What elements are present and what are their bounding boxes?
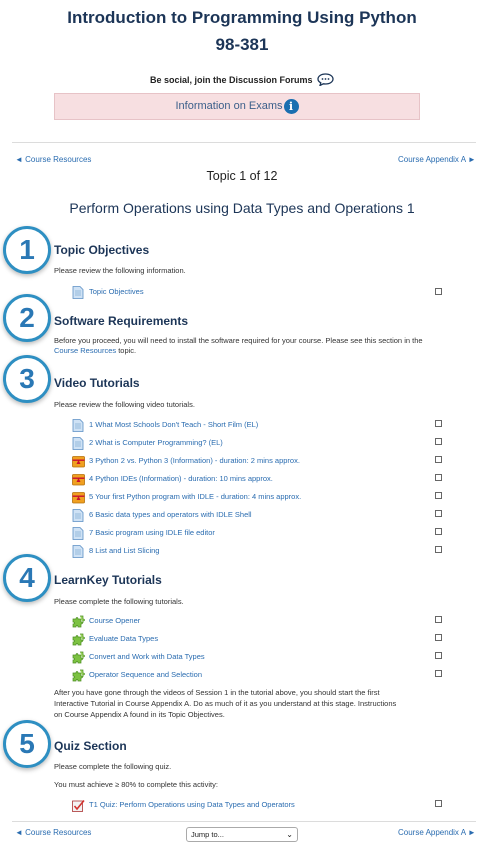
topic-title: Perform Operations using Data Types and Operations 1: [69, 200, 415, 216]
divider: [12, 142, 476, 143]
jump-to-label: Jump to...: [191, 830, 224, 839]
completion-checkbox[interactable]: [435, 438, 442, 445]
chevron-down-icon: ⌄: [286, 830, 293, 839]
section-5-requirement: You must achieve ≥ 80% to complete this activity:: [54, 780, 218, 789]
section-4-after-line-3: on Course Appendix A found in its Topic Objectives.: [54, 710, 225, 719]
section-5-number-badge: 5: [3, 720, 51, 768]
item-label: T1 Quiz: Perform Operations using Data Types and Operators: [89, 800, 295, 809]
quiz-icon: [72, 799, 84, 812]
section-1-intro: Please review the following information.: [54, 266, 186, 275]
document-icon: [72, 545, 84, 558]
section-4-title: LearnKey Tutorials: [54, 573, 162, 587]
prev-course-resources-link-bottom[interactable]: ◄ Course Resources: [15, 828, 92, 837]
item-label: 8 List and List Slicing: [89, 546, 160, 555]
document-icon: [72, 527, 84, 540]
completion-checkbox[interactable]: [435, 800, 442, 807]
completion-checkbox[interactable]: [435, 510, 442, 517]
completion-checkbox[interactable]: [435, 652, 442, 659]
completion-checkbox[interactable]: [435, 546, 442, 553]
section-3-number-badge: 3: [3, 355, 51, 403]
section-3-intro: Please review the following video tutorials.: [54, 400, 195, 409]
completion-checkbox[interactable]: [435, 420, 442, 427]
completion-checkbox[interactable]: [435, 616, 442, 623]
completion-checkbox[interactable]: [435, 634, 442, 641]
section-4-intro: Please complete the following tutorials.: [54, 597, 184, 606]
jump-to-select[interactable]: [186, 827, 298, 842]
discussion-forums-link[interactable]: [0, 73, 484, 88]
section-1-title: Topic Objectives: [54, 243, 150, 257]
section-4-after-line-1: After you have gone through the videos of Session 1 in the tutorial above, you should start the first: [54, 688, 380, 697]
package-icon: [72, 455, 84, 468]
section-3-title: Video Tutorials: [54, 376, 140, 390]
prev-course-resources-link[interactable]: ◄ Course Resources: [15, 155, 92, 164]
completion-checkbox[interactable]: [435, 288, 442, 295]
item-label: Operator Sequence and Selection: [89, 670, 202, 679]
course-code: 98-381: [215, 35, 269, 54]
divider: [12, 821, 476, 822]
document-icon: [72, 286, 84, 299]
puzzle-icon: [72, 615, 84, 628]
item-label: Convert and Work with Data Types: [89, 652, 205, 661]
section-4-after-line-2: Interactive Tutorial in Course Appendix A. Do as much of it as you understand at this stage. Instructions: [54, 699, 397, 708]
document-icon: [72, 509, 84, 522]
info-icon: i: [284, 99, 299, 114]
next-course-appendix-link-bottom[interactable]: Course Appendix A ►: [398, 828, 476, 837]
package-icon: [72, 491, 84, 504]
next-course-appendix-link[interactable]: Course Appendix A ►: [398, 155, 476, 164]
item-label: 5 Your first Python program with IDLE - duration: 4 mins approx.: [89, 492, 302, 501]
section-5-title: Quiz Section: [54, 739, 127, 753]
puzzle-icon: [72, 669, 84, 682]
course-resources-link[interactable]: Course Resources: [54, 346, 117, 355]
section-4-number-badge: 4: [3, 554, 51, 602]
item-label: Topic Objectives: [89, 287, 144, 296]
course-title: Introduction to Programming Using Python: [67, 8, 417, 27]
exams-info-button[interactable]: [54, 93, 420, 120]
item-label: Evaluate Data Types: [89, 634, 159, 643]
completion-checkbox[interactable]: [435, 492, 442, 499]
exams-info-label: Information on Exams: [175, 100, 283, 112]
discussion-forums-label: Be social, join the Discussion Forums: [149, 74, 313, 85]
item-label: 7 Basic program using IDLE file editor: [89, 528, 215, 537]
puzzle-icon: [72, 633, 84, 646]
section-2-text: Before you proceed, you will need to install the software required for your course. Please see this section in the Course Resources topic.: [54, 336, 423, 355]
puzzle-icon: [72, 651, 84, 664]
item-label: 2 What is Computer Programming? (EL): [89, 438, 223, 447]
completion-checkbox[interactable]: [435, 670, 442, 677]
item-label: Course Opener: [89, 616, 141, 625]
section-2-number-badge: 2: [3, 294, 51, 342]
topic-counter: Topic 1 of 12: [206, 169, 278, 183]
item-label: 4 Python IDEs (Information) - duration: 10 mins approx.: [89, 474, 273, 483]
speech-bubble-icon: [317, 73, 334, 88]
document-icon: [72, 419, 84, 432]
completion-checkbox[interactable]: [435, 528, 442, 535]
item-label: 6 Basic data types and operators with IDLE Shell: [89, 510, 252, 519]
completion-checkbox[interactable]: [435, 474, 442, 481]
completion-checkbox[interactable]: [435, 456, 442, 463]
item-label: 1 What Most Schools Don't Teach - Short Film (EL): [89, 420, 259, 429]
document-icon: [72, 437, 84, 450]
section-1-number-badge: 1: [3, 226, 51, 274]
item-label: 3 Python 2 vs. Python 3 (Information) - duration: 2 mins approx.: [89, 456, 300, 465]
package-icon: [72, 473, 84, 486]
section-2-title: Software Requirements: [54, 314, 189, 328]
section-5-intro: Please complete the following quiz.: [54, 762, 172, 771]
